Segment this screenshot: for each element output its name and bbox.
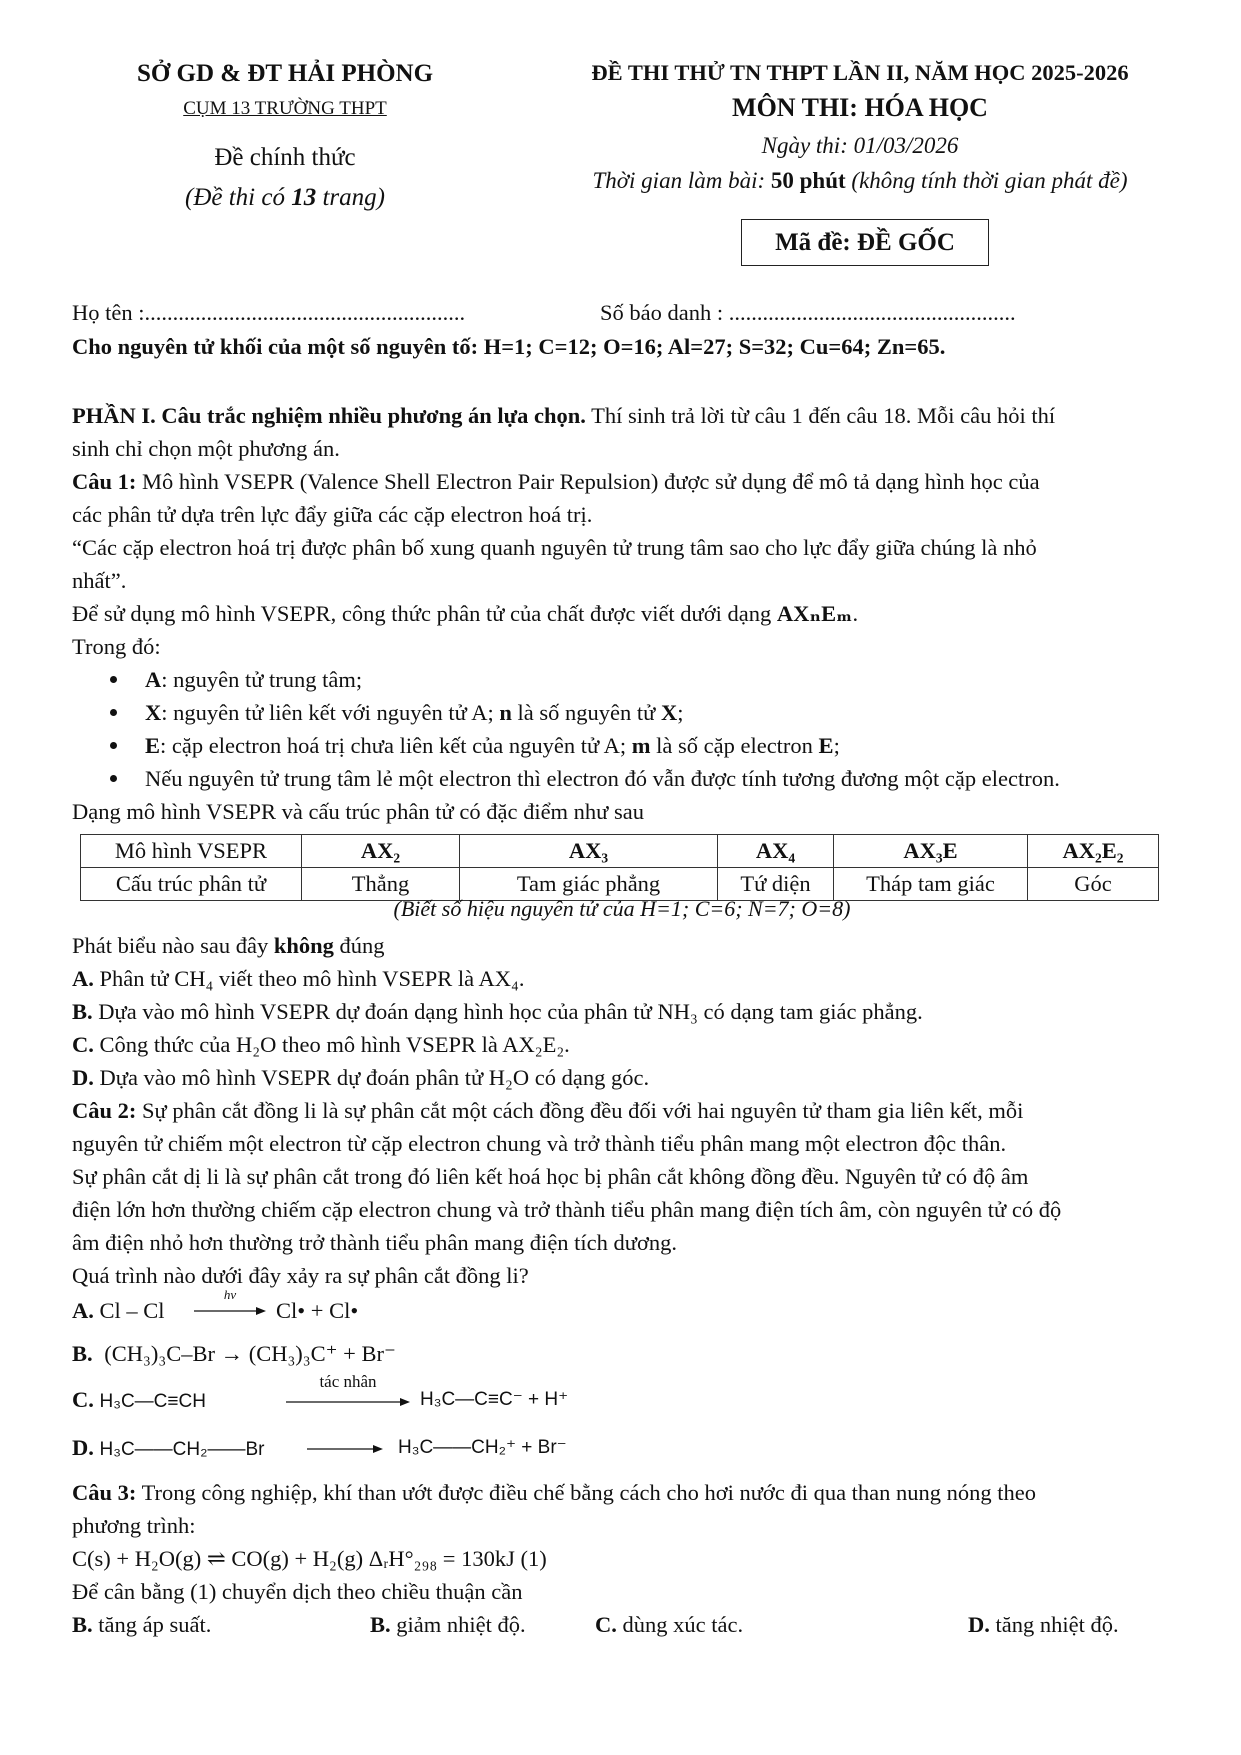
q2-line5: âm điện nhỏ hơn thường trở thành tiểu phân mang điện tích dương. — [72, 1230, 678, 1255]
page-count-number: 13 — [291, 184, 317, 211]
cluster-name-text: CỤM 13 TRƯỜNG THPT — [183, 98, 387, 119]
q1-formula-end: . — [852, 601, 859, 626]
table-cell: AX₃E — [834, 835, 1028, 868]
bullet-key: E — [818, 733, 834, 758]
q1-ask-pre: Phát biểu nào sau đây — [72, 933, 274, 958]
page-count-post: trang) — [316, 184, 385, 211]
bullet-key: X — [145, 700, 162, 725]
option-letter: B. — [72, 999, 93, 1024]
cluster-name — [100, 98, 470, 120]
bullet-key: E — [145, 733, 161, 758]
q1-option-d[interactable] — [72, 1062, 649, 1094]
table-cell: Thẳng — [302, 868, 460, 901]
q2-line1 — [72, 1095, 1023, 1127]
reaction-lhs: H₃C—C≡CH — [99, 1391, 206, 1412]
bullet-key: A — [145, 667, 162, 692]
reaction-arrow-icon — [194, 1305, 266, 1317]
option-letter: D. — [968, 1612, 990, 1637]
q3-label: Câu 3: — [72, 1480, 137, 1505]
reaction-rhs: H₃C—C≡C⁻ + H⁺ — [420, 1389, 569, 1410]
q3-line2: phương trình: — [72, 1513, 196, 1538]
table-cell: Mô hình VSEPR — [81, 835, 302, 868]
bullet-text: : cặp electron hoá trị chưa liên kết của nguyên tử A; — [160, 733, 632, 758]
option-letter: D. — [72, 1435, 94, 1460]
official-label: Đề chính thức — [214, 144, 356, 171]
bullet-text: ; — [677, 700, 684, 725]
q1-bullet-4: Nếu nguyên tử trung tâm lẻ một electron thì electron đó vẫn được tính tương đương một cặp electron. — [145, 766, 1060, 791]
option-letter: C. — [595, 1612, 617, 1637]
q2-option-b[interactable] — [72, 1338, 396, 1370]
option-text: Phân tử CH₄ viết theo mô hình VSEPR là AX₄. — [99, 966, 525, 991]
vsepr-table — [80, 834, 1159, 901]
q2-option-d[interactable] — [72, 1432, 265, 1466]
exam-date: Ngày thi: 01/03/2026 — [761, 133, 959, 158]
duration-post: (không tính thời gian phát đề) — [845, 168, 1128, 193]
table-cell: AX₂ — [302, 835, 460, 868]
duration-pre: Thời gian làm bài: — [592, 168, 771, 193]
q1-ask-bold: không — [273, 933, 334, 958]
q2-label: Câu 2: — [72, 1098, 137, 1123]
reaction-rhs: Cl• + Cl• — [276, 1298, 359, 1323]
table-row — [81, 835, 1159, 868]
q3-option-4[interactable] — [968, 1609, 1119, 1641]
reaction-arrow-icon — [307, 1443, 383, 1455]
exam-title: ĐỀ THI THỬ TN THPT LẦN II, NĂM HỌC 2025-2026 — [591, 60, 1129, 85]
part1-title: PHẦN I. Câu trắc nghiệm nhiều phương án lựa chọn. — [72, 403, 586, 428]
option-letter: A. — [72, 966, 94, 991]
q3-option-3[interactable] — [595, 1609, 743, 1641]
department-title: SỞ GD & ĐT HẢI PHÒNG — [136, 60, 434, 87]
bullet-icon — [108, 775, 118, 785]
bullet-text: là số cặp electron — [650, 733, 819, 758]
candidate-name-field: Họ tên :......................................................... — [72, 300, 466, 325]
table-cell: Cấu trúc phân tử — [81, 868, 302, 901]
q1-text: Mô hình VSEPR (Valence Shell Electron Pair Repulsion) được sử dụng để mô tả dạng hình học của — [136, 469, 1040, 494]
option-text: dùng xúc tác. — [616, 1612, 744, 1637]
q3-option-2[interactable] — [370, 1609, 526, 1641]
option-letter: B. — [370, 1612, 391, 1637]
duration-value: 50 phút — [770, 168, 846, 193]
q1-note: (Biết số hiệu nguyên tử của H=1; C=6; N=7; O=8) — [393, 896, 851, 921]
bullet-icon — [108, 709, 118, 719]
part1-instruction: Thí sinh trả lời từ câu 1 đến câu 18. Mỗi câu hỏi thí — [585, 403, 1056, 428]
candidate-number-field: Số báo danh : ................................................... — [600, 300, 1016, 325]
option-letter: A. — [72, 1298, 94, 1323]
q1-label: Câu 1: — [72, 469, 137, 494]
bullet-key: n — [499, 700, 512, 725]
reaction-text: (CH₃)₃C–Br → (CH₃)₃C⁺ + Br⁻ — [104, 1341, 396, 1366]
atomic-masses: Cho nguyên tử khối của một số nguyên tố: H=1; C=12; O=16; Al=27; S=32; Cu=64; Zn=65. — [72, 334, 946, 359]
q1-table-intro: Dạng mô hình VSEPR và cấu trúc phân tử có đặc điểm như sau — [72, 799, 644, 824]
q1-quote2: nhất”. — [72, 568, 127, 593]
table-cell: Tứ diện — [718, 868, 834, 901]
bullet-text: : nguyên tử trung tâm; — [161, 667, 363, 692]
q1-formula-line — [72, 598, 858, 630]
q1-line1 — [72, 466, 1040, 498]
option-letter: B. — [72, 1341, 93, 1366]
option-text: Dựa vào mô hình VSEPR dự đoán dạng hình học của phân tử NH₃ có dạng tam giác phẳng. — [98, 999, 923, 1024]
q1-ask-post: đúng — [333, 933, 385, 958]
exam-code-box: Mã đề: ĐỀ GỐC — [741, 219, 989, 266]
option-letter: C. — [72, 1032, 94, 1057]
table-cell: AX₄ — [718, 835, 834, 868]
q2-line2: nguyên tử chiếm một electron từ cặp electron chung và trở thành tiểu phân mang một electron độc thân. — [72, 1131, 1007, 1156]
q2-line3: Sự phân cắt dị li là sự phân cắt trong đó liên kết hoá học bị phân cắt không đồng đều. Nguyên tử có độ âm — [72, 1164, 1029, 1189]
q3-line1 — [72, 1477, 1036, 1509]
bullet-key: m — [631, 733, 651, 758]
option-text: Dựa vào mô hình VSEPR dự đoán phân tử H₂O có dạng góc. — [99, 1065, 650, 1090]
reaction-condition: hv — [223, 1287, 237, 1302]
q1-ask — [72, 930, 385, 962]
q2-ask: Quá trình nào dưới đây xảy ra sự phân cắt đồng li? — [72, 1263, 529, 1288]
q1-formula: AXₙEₘ — [776, 601, 853, 626]
reaction-condition: tác nhân — [319, 1372, 377, 1391]
table-cell: Tháp tam giác — [834, 868, 1028, 901]
bullet-key: X — [660, 700, 678, 725]
bullet-text: ; — [833, 733, 840, 758]
q1-option-b[interactable] — [72, 996, 923, 1028]
exam-duration — [520, 168, 1200, 194]
option-text: Công thức của H₂O theo mô hình VSEPR là AX₂E₂. — [99, 1032, 570, 1057]
q3-option-1[interactable] — [72, 1609, 211, 1641]
reaction-lhs: H₃C——CH₂——Br — [99, 1439, 265, 1460]
page-count — [100, 184, 470, 212]
reaction-lhs: Cl – Cl — [99, 1298, 165, 1323]
table-cell: AX₃ — [460, 835, 718, 868]
table-cell: AX₂E₂ — [1028, 835, 1159, 868]
q1-where: Trong đó: — [72, 634, 161, 659]
bullet-text: là số nguyên tử — [511, 700, 661, 725]
option-letter: D. — [72, 1065, 94, 1090]
q2-option-a[interactable] — [72, 1295, 165, 1327]
part1-instruction-2: sinh chỉ chọn một phương án. — [72, 436, 340, 461]
q1-option-a[interactable] — [72, 963, 524, 995]
q1-quote1: “Các cặp electron hoá trị được phân bố xung quanh nguyên tử trung tâm sao cho lực đẩy giữa chúng là nhỏ — [72, 535, 1037, 560]
table-cell: Góc — [1028, 868, 1159, 901]
q3-ask: Để cân bằng (1) chuyển dịch theo chiều thuận cần — [72, 1579, 523, 1604]
q2-line4: điện lớn hơn thường chiếm cặp electron chung và trở thành tiểu phân mang điện tích âm, còn nguyên tử có độ — [72, 1197, 1062, 1222]
table-cell: Tam giác phẳng — [460, 868, 718, 901]
q2-option-c[interactable] — [72, 1384, 206, 1418]
q1-bullet-1 — [145, 664, 362, 696]
page-count-pre: (Đề thi có — [185, 184, 292, 211]
part1-heading — [72, 400, 1055, 432]
option-text: giảm nhiệt độ. — [390, 1612, 526, 1637]
q1-option-c[interactable] — [72, 1029, 570, 1061]
bullet-icon — [108, 742, 118, 752]
option-text: tăng áp suất. — [92, 1612, 212, 1637]
q1-line2: các phân tử dựa trên lực đẩy giữa các cặp electron hoá trị. — [72, 502, 593, 527]
q3-text: Trong công nghiệp, khí than ướt được điều chế bằng cách cho hơi nước đi qua than nung nóng theo — [136, 1480, 1037, 1505]
q1-formula-intro: Để sử dụng mô hình VSEPR, công thức phân tử của chất được viết dưới dạng — [72, 601, 777, 626]
reaction-rhs: H₃C——CH₂⁺ + Br⁻ — [398, 1437, 567, 1458]
q1-bullet-2 — [145, 697, 683, 729]
option-text: tăng nhiệt độ. — [989, 1612, 1119, 1637]
bullet-icon — [108, 676, 118, 686]
subject-title: MÔN THI: HÓA HỌC — [732, 93, 988, 122]
option-letter: C. — [72, 1387, 94, 1412]
q1-bullet-3 — [145, 730, 840, 762]
option-letter: B. — [72, 1612, 93, 1637]
q2-text: Sự phân cắt đồng li là sự phân cắt một cách đồng đều đối với hai nguyên tử tham gia liên kết, mỗi — [136, 1098, 1024, 1123]
reaction-arrow-icon — [286, 1396, 410, 1408]
q3-equation: C(s) + H₂O(g) ⇌ CO(g) + H₂(g) ΔᵣH°₂₉₈ = 130kJ (1) — [72, 1546, 547, 1571]
bullet-text: : nguyên tử liên kết với nguyên tử A; — [161, 700, 500, 725]
